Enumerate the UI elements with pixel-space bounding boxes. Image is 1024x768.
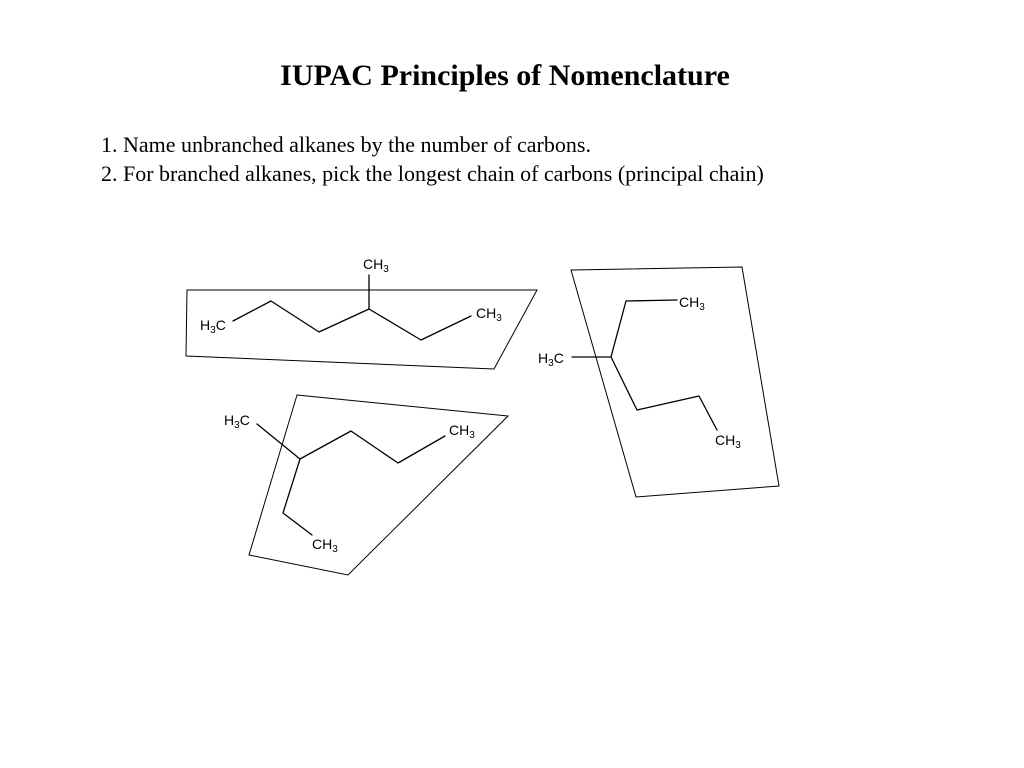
methyl-group: $CH_3$ xyxy=(449,422,475,441)
methyl-group: $CH_3$ xyxy=(679,294,705,313)
methyl-group: $H_3C$ xyxy=(538,350,564,369)
methyl-group: $H_3C$ xyxy=(224,412,250,431)
methyl-group: $H_3C$ xyxy=(200,317,226,336)
principal-chain-outline-1 xyxy=(186,290,537,369)
principal-chain-outline-2 xyxy=(571,267,779,497)
carbon-chain-3 xyxy=(257,424,445,463)
structure-2 xyxy=(538,267,779,497)
branch-chain-3 xyxy=(283,459,312,535)
page-title: IUPAC Principles of Nomenclature xyxy=(280,59,730,92)
structure-3 xyxy=(224,395,508,575)
structure-1 xyxy=(186,256,537,369)
methyl-group: $CH_3$ xyxy=(476,305,502,324)
methyl-group: $CH_3$ xyxy=(363,256,389,275)
methyl-group: $CH_3$ xyxy=(715,432,741,451)
rule-1: 1. Name unbranched alkanes by the number of carbons. xyxy=(101,132,591,157)
rule-2: 2. For branched alkanes, pick the longest chain of carbons (principal chain) xyxy=(101,161,764,186)
carbon-chain-1 xyxy=(233,301,471,340)
carbon-chain-2 xyxy=(611,300,717,430)
methyl-group: $CH_3$ xyxy=(312,536,338,555)
